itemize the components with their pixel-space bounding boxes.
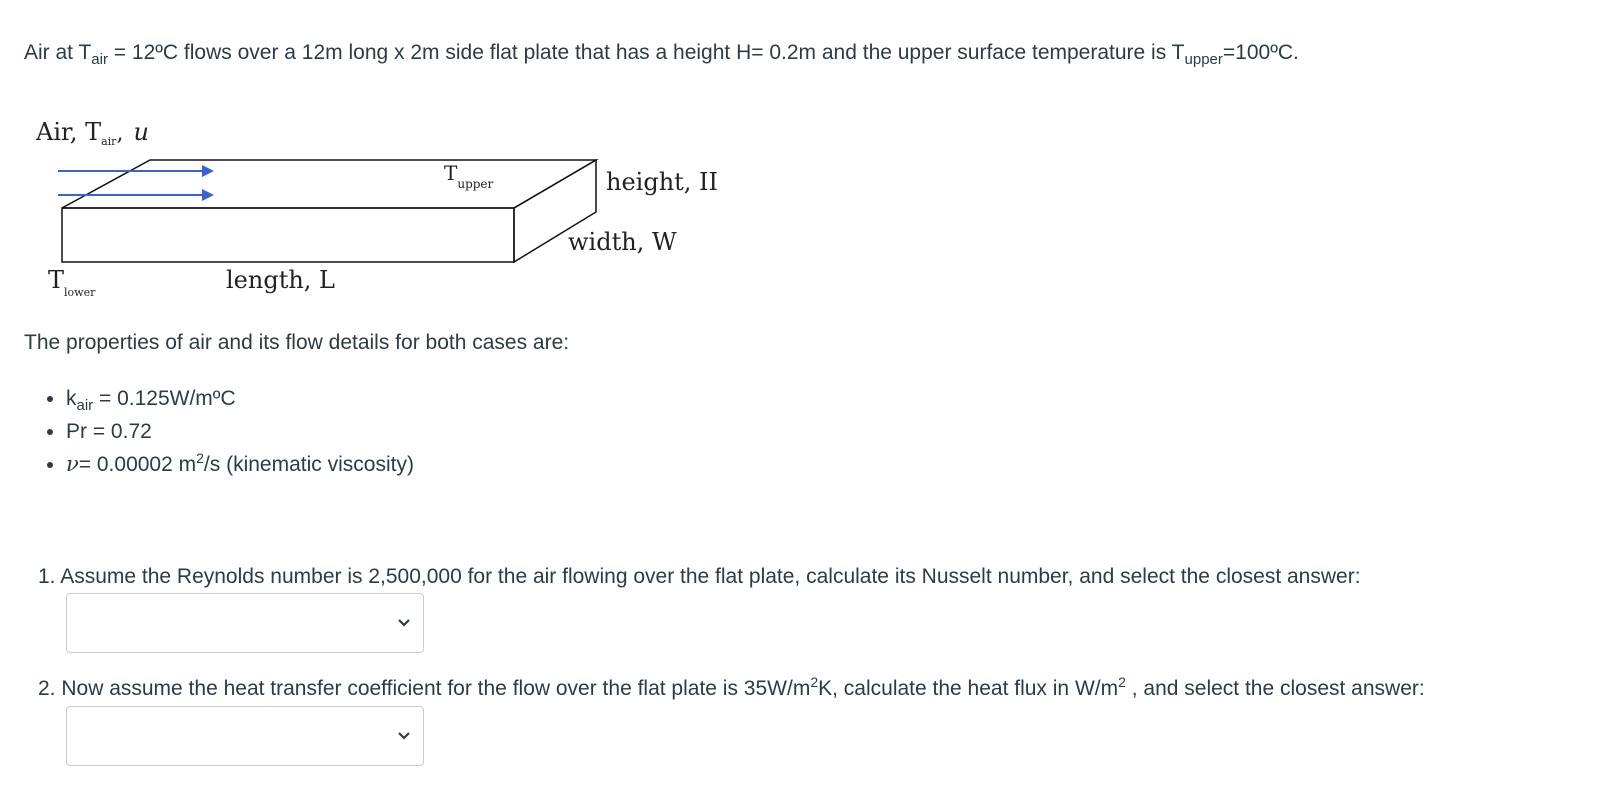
plate-top-face bbox=[62, 160, 596, 208]
answer-select-2[interactable] bbox=[66, 706, 424, 766]
flat-plate-diagram bbox=[28, 108, 748, 313]
properties-heading: The properties of air and its flow details for both cases are: bbox=[24, 331, 570, 354]
question-2: 2. Now assume the heat transfer coefficient for the flow over the flat plate is $35W/m^2K$, calculate the heat flux in $W/m^2$ , and select the closest answer: bbox=[38, 674, 1425, 700]
intro-text-3: =100ºC. bbox=[1222, 41, 1299, 64]
airflow-arrows bbox=[58, 165, 214, 201]
answer-select-1[interactable] bbox=[66, 593, 424, 653]
question-1: 1. Assume the Reynolds number is 2,500,000 for the air flowing over the flat plate, calculate its Nusselt number, and select the closest answer: bbox=[38, 565, 1361, 588]
chevron-down-icon bbox=[397, 618, 411, 628]
air-label: Air, $T_{air}$, u bbox=[36, 118, 149, 148]
airflow-arrow-1-head bbox=[202, 165, 214, 177]
length-label: length, L bbox=[226, 266, 335, 294]
property-prandtl: • Pr = 0.72 bbox=[66, 415, 414, 448]
intro-sub-air: air bbox=[91, 51, 108, 68]
problem-statement bbox=[24, 38, 1584, 68]
property-viscosity: • ν= 0.00002 $m^2/s$ (kinematic viscosity) bbox=[66, 448, 414, 481]
t-lower-label: $T_{lower}$ bbox=[48, 266, 96, 299]
t-upper-label: $T_{upper}$ bbox=[444, 161, 494, 191]
property-k-air: • $k_{air}$ = 0.125W/mºC bbox=[66, 382, 414, 415]
intro-text-1: Air at T bbox=[24, 41, 92, 64]
intro-sub-upper: upper bbox=[1184, 51, 1223, 68]
height-label: height, II bbox=[606, 168, 719, 196]
width-label: width, W bbox=[568, 228, 677, 256]
intro-text-2: = 12ºC flows over a 12m long x 2m side flat plate that has a height H= 0.2m and the upper surface temperature is T bbox=[107, 41, 1185, 64]
chevron-down-icon bbox=[397, 731, 411, 741]
airflow-arrow-2-head bbox=[202, 189, 214, 201]
properties-list bbox=[38, 382, 414, 481]
plate-front-face bbox=[62, 208, 514, 262]
